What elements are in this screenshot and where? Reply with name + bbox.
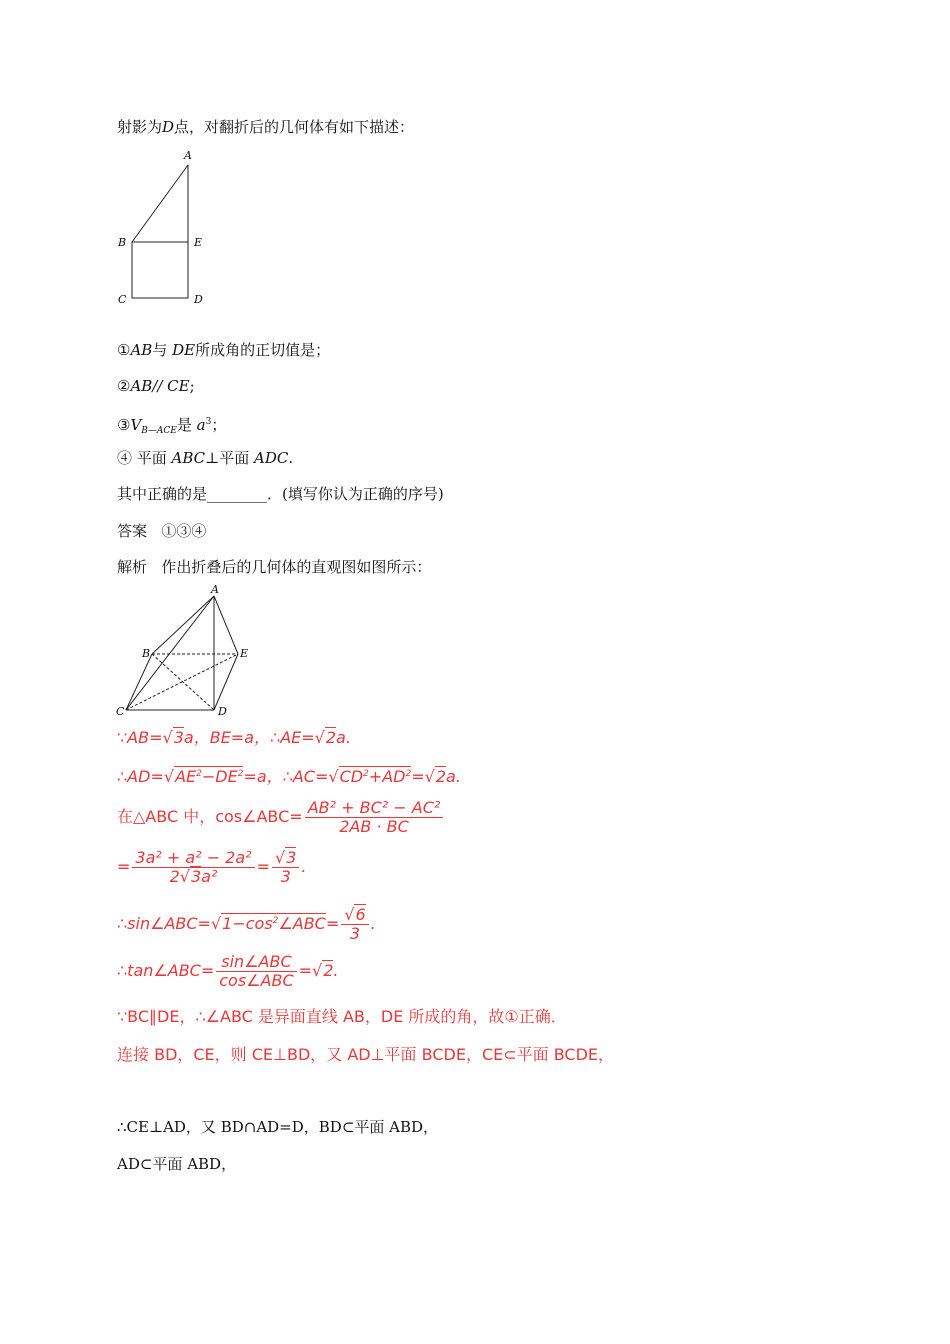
sol-4-a: =: [117, 857, 131, 876]
sol-line-7: ∵BC∥DE，∴∠ABC 是异面直线 AB，DE 所成的角，故①正确．: [117, 1007, 567, 1026]
item-2-post: ;: [189, 377, 195, 395]
sol-6-sqrt: 2: [323, 961, 334, 980]
fig2-bd: [152, 654, 214, 710]
intro-var: D: [162, 118, 175, 136]
item-3-mark: ③: [117, 416, 131, 434]
fig2-label-b: B: [142, 647, 151, 660]
item-2-mark: ②: [117, 377, 131, 395]
sol-5-ssup: 2: [272, 916, 279, 926]
sol-5-frac: [341, 906, 368, 943]
sol-2-s1: AE: [175, 767, 197, 786]
fig2-label-d: D: [218, 705, 227, 718]
sol-2-s2sup: 2: [363, 769, 369, 779]
sol-1-c: a.: [336, 728, 351, 747]
analysis-label: 解析: [117, 558, 148, 576]
sol-6-frac: [216, 953, 296, 990]
item-4-mark: ④ 平面: [117, 449, 172, 467]
fig2-label-e: E: [240, 647, 249, 660]
question-line: 其中正确的是________．(填写你认为正确的序号): [117, 485, 444, 503]
sol-6-a: ∴tan∠ABC=: [117, 961, 215, 980]
sol-line-3: [117, 798, 445, 836]
sol-2-s1sup: 2: [196, 769, 202, 779]
figure-folded: [112, 585, 257, 720]
sol-4-num2: √3: [272, 849, 299, 868]
fig1-label-d: D: [194, 293, 203, 306]
sol-2-sqrt2: [339, 766, 412, 786]
tail-line-1: ∴CE⊥AD，又 BD∩AD=D，BD⊂平面 ABD，: [117, 1118, 439, 1136]
item-1: [117, 340, 330, 360]
fig1-label-b: B: [118, 236, 127, 249]
item-4-post: .: [288, 449, 294, 467]
sol-4-num: 3a² + a² − 2a²: [132, 849, 254, 868]
fig2-ac: [126, 596, 214, 710]
sol-4-num2-val: 3: [286, 848, 297, 867]
fig2-ce: [126, 654, 238, 710]
sol-2-a: ∴AD=: [117, 767, 164, 786]
item-3-sub: B—ACE: [141, 426, 177, 436]
sol-2-b: =a，∴AC=: [243, 767, 329, 786]
sol-1-a: ∵AB=: [117, 728, 163, 747]
sol-5-b: =: [325, 914, 340, 933]
item-3-is: 是: [176, 416, 197, 434]
sol-4-den: 2√3a²: [169, 867, 218, 886]
sol-4-den-a: 2: [169, 867, 180, 886]
item-1-mid: 与: [152, 341, 173, 359]
item-2-text: AB// CE: [130, 377, 190, 395]
intro-line: [117, 117, 414, 137]
sol-2-sqrt3: 2: [435, 767, 446, 786]
sol-5-den: 3: [349, 924, 361, 943]
item-3: [117, 412, 226, 441]
item-2: [117, 376, 195, 396]
sol-1-sqrt2: 2: [325, 728, 337, 747]
sol-6-b: =: [298, 961, 313, 980]
sol-line-4: [117, 848, 306, 886]
sol-5-num: √6: [341, 906, 368, 925]
sol-5-s: 1−cos: [222, 914, 273, 933]
sol-6-num: sin∠ABC: [216, 953, 296, 972]
sol-3-num: AB² + BC² − AC²: [305, 799, 444, 818]
sol-2-d: a.: [446, 767, 461, 786]
sol-5-s2: ∠ABC: [278, 914, 326, 933]
sol-line-6: ∴tan∠ABC= $\frac{\text{sin∠ABC}}{\text{cos∠ABC}}$ =√2.: [117, 952, 339, 990]
item-3-a: a: [196, 416, 206, 434]
sol-1-b: a，BE=a，∴AE=: [183, 728, 315, 747]
sol-6-den: cos∠ABC: [219, 971, 294, 990]
sol-3-frac: [305, 799, 444, 836]
analysis-line: [117, 557, 431, 577]
fig2-de: [214, 654, 238, 710]
sol-5-num-val: 6: [355, 905, 366, 924]
sol-5-c: .: [370, 914, 376, 933]
item-1-mark: ①: [117, 341, 131, 359]
sol-line-8: 连接 BD，CE，则 CE⊥BD，又 AD⊥平面 BCDE，CE⊂平面 BCDE，: [117, 1045, 615, 1064]
sol-2-s2: CD: [339, 767, 364, 786]
fig2-label-a: A: [211, 585, 219, 596]
fig2-ab: [152, 596, 214, 654]
sol-4-b: =: [256, 857, 270, 876]
sol-4-frac2: [272, 849, 299, 886]
analysis-text: 作出折叠后的几何体的直观图如图所示：: [161, 558, 432, 576]
answer-label: 答案: [117, 522, 148, 540]
fig2-label-c: C: [116, 705, 125, 718]
intro-pre: 射影为: [117, 118, 163, 136]
item-3-v: V: [130, 416, 142, 434]
answer-line: [117, 521, 206, 541]
sol-4-den2: 3: [280, 867, 291, 886]
item-1-post: 所成角的正切值是；: [195, 341, 331, 359]
item-1-ab: AB: [130, 341, 153, 359]
sol-1-sqrt1: 3: [173, 728, 184, 747]
sol-2-s1sup2: 2: [237, 769, 244, 779]
sol-2-s2sup2: 2: [405, 769, 412, 779]
sol-line-2: $\therefore AD=√AE^2-DE^2=a$，$\therefore AC=√CD^2+AD^2=√2a$.: [117, 767, 461, 786]
sol-6-c: .: [333, 961, 339, 980]
fig1-label-a: A: [184, 149, 192, 162]
sol-4-c: .: [301, 857, 307, 876]
sol-2-s2b: +AD: [368, 767, 406, 786]
item-1-de: DE: [172, 341, 196, 359]
item-3-sup: 3: [205, 417, 212, 427]
item-4-abc: ABC: [171, 449, 206, 467]
item-4-adc: ADC: [254, 449, 289, 467]
sol-3-den: 2AB · BC: [339, 817, 409, 836]
answer-value: ①③④: [161, 522, 207, 540]
item-3-post: ；: [211, 416, 227, 434]
intro-post: 点，对翻折后的几何体有如下描述：: [174, 118, 415, 136]
sol-2-c: =: [411, 767, 425, 786]
sol-2-s1b: −DE: [201, 767, 238, 786]
sol-2-sqrt1: [174, 766, 243, 786]
fig2-ae: [214, 596, 238, 654]
sol-4-frac1: [132, 849, 254, 886]
sol-line-1: ∵AB=√3a，BE=a，∴AE=√2a.: [117, 728, 351, 747]
sol-line-5: $\therefore\sin\angle ABC=√1-\cos^2\angle ABC=$ $\frac{√6}{3}$ .: [117, 905, 376, 943]
sol-5-sqrt: [221, 913, 326, 933]
fig1-outline: [132, 165, 188, 298]
item-4-perp: ⊥平面: [205, 449, 255, 467]
sol-4-den-b: a²: [201, 867, 218, 886]
item-4: [117, 448, 293, 468]
tail-line-2: AD⊂平面 ABD，: [117, 1155, 237, 1173]
figure-flat: [110, 145, 220, 315]
sol-4-den-s: 3: [190, 867, 202, 886]
sol-5-a: ∴sin∠ABC=: [117, 914, 211, 933]
fig1-label-e: E: [194, 236, 203, 249]
fig1-label-c: C: [118, 293, 127, 306]
sol-3-a: 在△ABC 中，cos∠ABC=: [117, 807, 303, 826]
